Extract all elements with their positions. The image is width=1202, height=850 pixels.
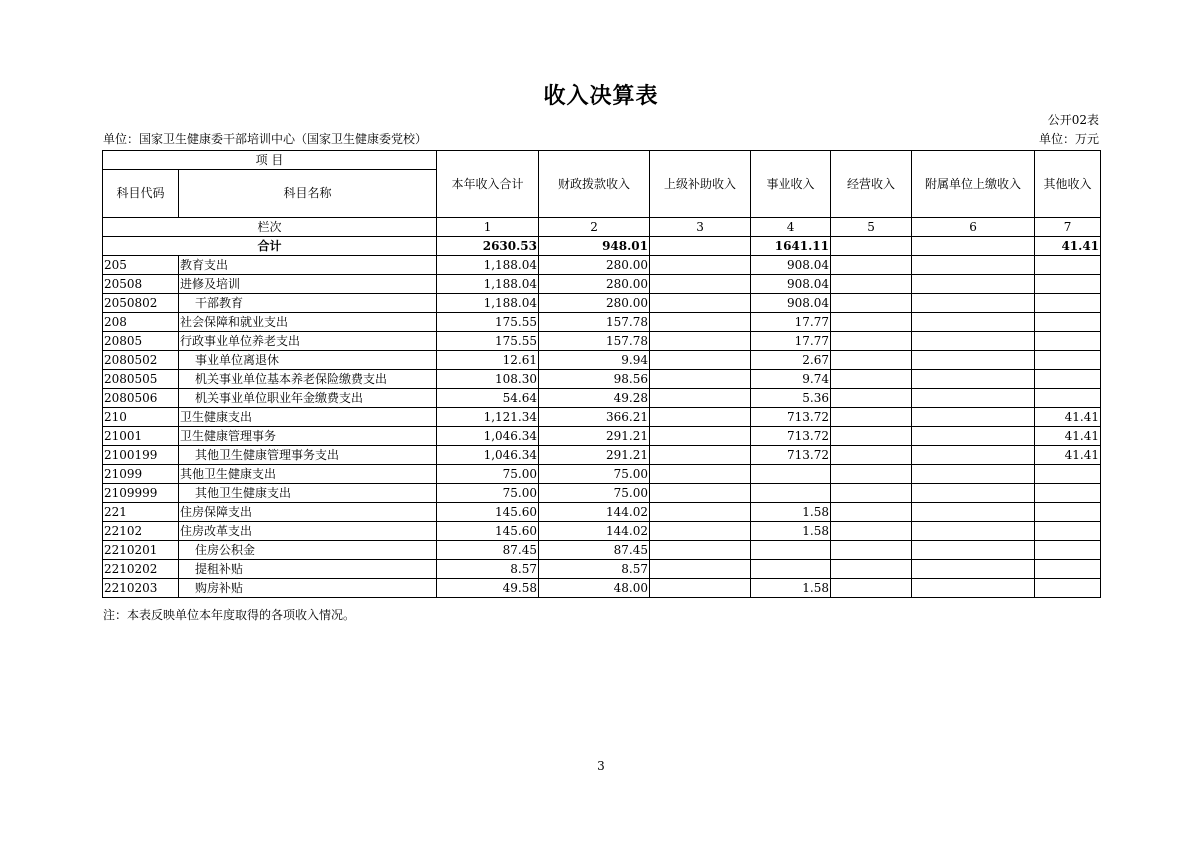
col-num-2: 2 [539, 218, 650, 237]
row-value [650, 579, 751, 598]
row-value: 87.45 [437, 541, 539, 560]
row-value: 9.94 [539, 351, 650, 370]
header-code: 科目代码 [103, 170, 179, 218]
row-value: 108.30 [437, 370, 539, 389]
row-value [650, 332, 751, 351]
row-value [1035, 351, 1101, 370]
row-value [1035, 579, 1101, 598]
table-row [103, 446, 1101, 465]
table-row [103, 560, 1101, 579]
row-value: 5.36 [751, 389, 831, 408]
row-value: 144.02 [539, 522, 650, 541]
row-value [912, 332, 1035, 351]
row-value: 9.74 [751, 370, 831, 389]
row-code: 2080506 [103, 389, 179, 408]
row-name: 机关事业单位基本养老保险缴费支出 [179, 370, 437, 389]
row-value [650, 275, 751, 294]
row-value [1035, 560, 1101, 579]
table-row [103, 256, 1101, 275]
row-value: 291.21 [539, 446, 650, 465]
row-value: 280.00 [539, 294, 650, 313]
row-value: 49.58 [437, 579, 539, 598]
row-value [650, 484, 751, 503]
currency-unit: 单位：万元 [1038, 132, 1099, 146]
row-value [831, 560, 912, 579]
col-num-1: 1 [437, 218, 539, 237]
row-value: 75.00 [437, 465, 539, 484]
row-value: 280.00 [539, 275, 650, 294]
page-number: 3 [597, 759, 605, 773]
row-code: 205 [103, 256, 179, 275]
header-lanci: 栏次 [103, 218, 437, 237]
revenue-table [102, 150, 1101, 598]
header-col-7: 其他收入 [1035, 151, 1101, 218]
total-cell: 41.41 [1035, 237, 1101, 256]
row-value: 291.21 [539, 427, 650, 446]
row-name: 住房改革支出 [179, 522, 437, 541]
row-value [751, 560, 831, 579]
header-col-1: 本年收入合计 [437, 151, 539, 218]
row-code: 2050802 [103, 294, 179, 313]
row-value [650, 294, 751, 313]
col-num-4: 4 [751, 218, 831, 237]
total-cell [912, 237, 1035, 256]
table-row [103, 332, 1101, 351]
row-value: 75.00 [437, 484, 539, 503]
row-name: 其他卫生健康管理事务支出 [179, 446, 437, 465]
row-value: 8.57 [437, 560, 539, 579]
row-code: 21099 [103, 465, 179, 484]
row-value: 49.28 [539, 389, 650, 408]
row-code: 2109999 [103, 484, 179, 503]
row-value: 75.00 [539, 484, 650, 503]
row-value: 908.04 [751, 256, 831, 275]
header-col-6: 附属单位上缴收入 [912, 151, 1035, 218]
row-value: 41.41 [1035, 408, 1101, 427]
row-value [1035, 275, 1101, 294]
row-value [831, 294, 912, 313]
row-code: 20508 [103, 275, 179, 294]
row-value [650, 465, 751, 484]
row-value [912, 465, 1035, 484]
row-value: 175.55 [437, 313, 539, 332]
row-code: 210 [103, 408, 179, 427]
row-name: 卫生健康支出 [179, 408, 437, 427]
header-project: 项 目 [103, 151, 437, 170]
row-name: 卫生健康管理事务 [179, 427, 437, 446]
row-value [1035, 389, 1101, 408]
row-value [912, 256, 1035, 275]
row-value [650, 408, 751, 427]
row-value [831, 446, 912, 465]
row-value [831, 522, 912, 541]
row-name: 进修及培训 [179, 275, 437, 294]
row-value [1035, 465, 1101, 484]
row-value [912, 408, 1035, 427]
row-code: 2210201 [103, 541, 179, 560]
row-value: 713.72 [751, 408, 831, 427]
row-value [912, 503, 1035, 522]
row-name: 购房补贴 [179, 579, 437, 598]
row-value [912, 389, 1035, 408]
row-value: 1.58 [751, 522, 831, 541]
row-value [650, 256, 751, 275]
row-value [912, 351, 1035, 370]
row-code: 208 [103, 313, 179, 332]
table-row [103, 503, 1101, 522]
row-value: 908.04 [751, 275, 831, 294]
row-value [912, 370, 1035, 389]
row-value: 17.77 [751, 313, 831, 332]
row-value: 908.04 [751, 294, 831, 313]
row-name: 机关事业单位职业年金缴费支出 [179, 389, 437, 408]
row-value [650, 351, 751, 370]
table-row [103, 522, 1101, 541]
row-value: 41.41 [1035, 446, 1101, 465]
table-row [103, 313, 1101, 332]
row-value [751, 465, 831, 484]
row-value [751, 484, 831, 503]
col-num-3: 3 [650, 218, 751, 237]
row-value: 41.41 [1035, 427, 1101, 446]
total-cell: 1641.11 [751, 237, 831, 256]
total-cell: 2630.53 [437, 237, 539, 256]
page-title: 收入决算表 [543, 83, 659, 109]
row-value: 12.61 [437, 351, 539, 370]
form-number: 公开02表 [1047, 113, 1099, 127]
table-row [103, 275, 1101, 294]
col-num-6: 6 [912, 218, 1035, 237]
row-value [912, 313, 1035, 332]
row-value [1035, 522, 1101, 541]
footnote: 注：本表反映单位本年度取得的各项收入情况。 [103, 608, 356, 622]
table-row [103, 465, 1101, 484]
row-value [831, 503, 912, 522]
row-value [831, 275, 912, 294]
row-value: 1.58 [751, 579, 831, 598]
row-name: 其他卫生健康支出 [179, 484, 437, 503]
header-col-5: 经营收入 [831, 151, 912, 218]
row-value [831, 351, 912, 370]
row-value: 1,046.34 [437, 446, 539, 465]
row-value [831, 370, 912, 389]
row-value: 54.64 [437, 389, 539, 408]
row-value [1035, 256, 1101, 275]
reporting-unit: 单位：国家卫生健康委干部培训中心（国家卫生健康委党校） [103, 132, 428, 146]
row-value: 1,188.04 [437, 275, 539, 294]
row-name: 住房公积金 [179, 541, 437, 560]
row-value [912, 294, 1035, 313]
row-value [1035, 541, 1101, 560]
row-value [1035, 484, 1101, 503]
row-value [650, 541, 751, 560]
row-value [912, 427, 1035, 446]
row-value: 175.55 [437, 332, 539, 351]
row-code: 2080505 [103, 370, 179, 389]
total-cell [831, 237, 912, 256]
row-value [1035, 370, 1101, 389]
row-value: 8.57 [539, 560, 650, 579]
row-value: 1,046.34 [437, 427, 539, 446]
row-value: 75.00 [539, 465, 650, 484]
table-row [103, 427, 1101, 446]
row-value: 2.67 [751, 351, 831, 370]
row-value [1035, 313, 1101, 332]
row-value [1035, 503, 1101, 522]
row-value: 157.78 [539, 332, 650, 351]
total-cell: 948.01 [539, 237, 650, 256]
row-value [912, 579, 1035, 598]
total-cell [650, 237, 751, 256]
row-value: 17.77 [751, 332, 831, 351]
table-row [103, 389, 1101, 408]
row-name: 教育支出 [179, 256, 437, 275]
header-col-2: 财政拨款收入 [539, 151, 650, 218]
row-value: 366.21 [539, 408, 650, 427]
row-name: 行政事业单位养老支出 [179, 332, 437, 351]
row-name: 事业单位离退休 [179, 351, 437, 370]
row-value [751, 541, 831, 560]
row-code: 2210202 [103, 560, 179, 579]
col-num-7: 7 [1035, 218, 1101, 237]
row-value [1035, 294, 1101, 313]
row-code: 2100199 [103, 446, 179, 465]
row-code: 2210203 [103, 579, 179, 598]
row-value: 145.60 [437, 503, 539, 522]
table-row [103, 484, 1101, 503]
row-value [831, 484, 912, 503]
header-col-3: 上级补助收入 [650, 151, 751, 218]
total-label: 合计 [103, 237, 437, 256]
row-value: 280.00 [539, 256, 650, 275]
row-value [912, 522, 1035, 541]
row-value: 713.72 [751, 427, 831, 446]
row-value [650, 503, 751, 522]
table-row [103, 408, 1101, 427]
row-value [831, 389, 912, 408]
row-name: 其他卫生健康支出 [179, 465, 437, 484]
table-row [103, 370, 1101, 389]
table-row [103, 351, 1101, 370]
row-value: 713.72 [751, 446, 831, 465]
row-value [650, 313, 751, 332]
row-value [650, 522, 751, 541]
row-value [912, 275, 1035, 294]
row-value: 1,121.34 [437, 408, 539, 427]
row-value: 1,188.04 [437, 256, 539, 275]
row-code: 20805 [103, 332, 179, 351]
row-value [831, 427, 912, 446]
row-value [831, 579, 912, 598]
table-row [103, 294, 1101, 313]
row-value [912, 541, 1035, 560]
row-value: 87.45 [539, 541, 650, 560]
row-value: 1.58 [751, 503, 831, 522]
row-value: 145.60 [437, 522, 539, 541]
row-value: 48.00 [539, 579, 650, 598]
row-value [650, 370, 751, 389]
row-value [650, 446, 751, 465]
row-value [650, 560, 751, 579]
row-value [831, 332, 912, 351]
header-name: 科目名称 [179, 170, 437, 218]
row-value [650, 389, 751, 408]
table-row [103, 579, 1101, 598]
row-value: 98.56 [539, 370, 650, 389]
row-value [831, 465, 912, 484]
row-value: 157.78 [539, 313, 650, 332]
row-value [831, 541, 912, 560]
row-value [831, 408, 912, 427]
row-value [912, 446, 1035, 465]
row-value [831, 313, 912, 332]
row-name: 社会保障和就业支出 [179, 313, 437, 332]
row-code: 2080502 [103, 351, 179, 370]
row-value [912, 560, 1035, 579]
header-col-4: 事业收入 [751, 151, 831, 218]
table-row [103, 541, 1101, 560]
row-value: 144.02 [539, 503, 650, 522]
row-name: 住房保障支出 [179, 503, 437, 522]
row-name: 干部教育 [179, 294, 437, 313]
col-num-5: 5 [831, 218, 912, 237]
row-value [912, 484, 1035, 503]
row-code: 221 [103, 503, 179, 522]
row-code: 22102 [103, 522, 179, 541]
row-value [831, 256, 912, 275]
row-value [650, 427, 751, 446]
row-code: 21001 [103, 427, 179, 446]
row-name: 提租补贴 [179, 560, 437, 579]
row-value [1035, 332, 1101, 351]
row-value: 1,188.04 [437, 294, 539, 313]
